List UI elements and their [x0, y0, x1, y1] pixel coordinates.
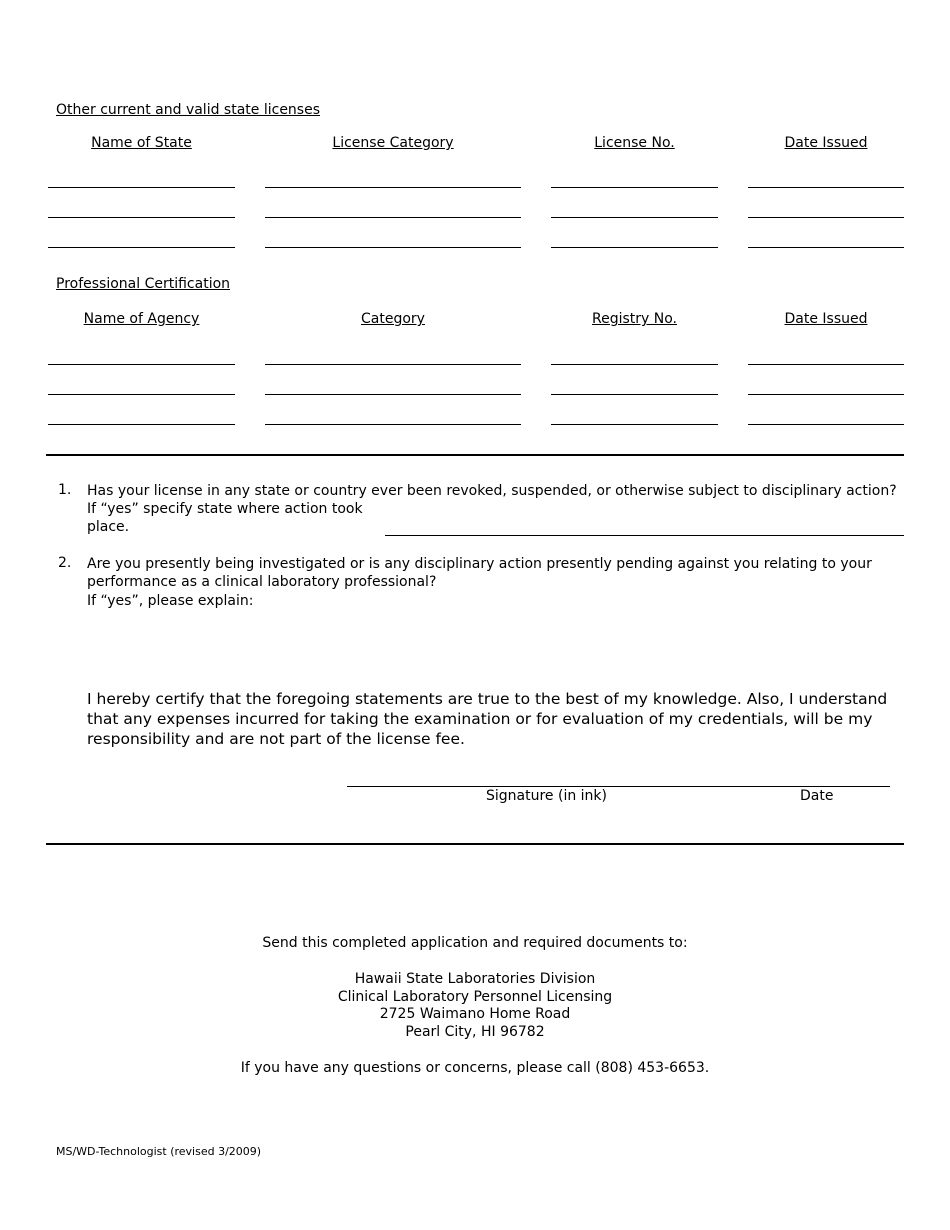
license-number-field[interactable]	[551, 247, 718, 248]
address-line-4: Pearl City, HI 96782	[405, 1024, 545, 1040]
cert-col-category: Category	[361, 311, 425, 327]
address-line-3: 2725 Waimano Home Road	[379, 1006, 571, 1022]
question-1-text: Has your license in any state or country ever been revoked, suspended, or otherwise subject to disciplinary action?	[87, 483, 897, 499]
signature-label: Signature (in ink)	[486, 788, 607, 804]
question-1-answer-field[interactable]	[385, 535, 904, 536]
cert-registry-field[interactable]	[551, 424, 718, 425]
license-category-field[interactable]	[265, 187, 521, 188]
cert-agency-field[interactable]	[48, 394, 235, 395]
signature-date-label: Date	[800, 788, 834, 804]
cert-col-date-issued: Date Issued	[784, 311, 868, 327]
question-2-followup: If “yes”, please explain:	[87, 593, 254, 609]
licenses-col-date-issued: Date Issued	[784, 135, 868, 151]
question-1-followup: If “yes” specify state where action took	[87, 501, 363, 517]
license-number-field[interactable]	[551, 187, 718, 188]
address-line-2: Clinical Laboratory Personnel Licensing	[337, 989, 613, 1005]
licenses-section-title: Other current and valid state licenses	[56, 102, 321, 118]
contact-line: If you have any questions or concerns, please call (808) 453-6653.	[240, 1060, 710, 1076]
question-2-explanation-area[interactable]	[87, 612, 904, 672]
form-id: MS/WD-Technologist (revised 3/2009)	[56, 1145, 262, 1158]
certification-statement: I hereby certify that the foregoing statements are true to the best of my knowledge. Also, I understand that any expenses incurred for taking the examination or for evaluation of my credentials, will be my responsibility and are not part of the license fee.	[87, 690, 888, 748]
license-date-field[interactable]	[748, 217, 904, 218]
cert-category-field[interactable]	[265, 394, 521, 395]
cert-date-field[interactable]	[748, 364, 904, 365]
cert-col-registry-no: Registry No.	[591, 311, 677, 327]
license-state-field[interactable]	[48, 187, 235, 188]
licenses-col-name-of-state: Name of State	[91, 135, 192, 151]
licenses-col-license-category: License Category	[332, 135, 454, 151]
signature-divider	[46, 843, 904, 845]
question-1-followup-cont: place.	[87, 519, 130, 535]
cert-registry-field[interactable]	[551, 364, 718, 365]
certification-section-title: Professional Certification	[56, 276, 231, 292]
signature-line[interactable]	[347, 786, 890, 787]
cert-col-name-of-agency: Name of Agency	[83, 311, 200, 327]
section-divider	[46, 454, 904, 456]
license-category-field[interactable]	[265, 217, 521, 218]
license-category-field[interactable]	[265, 247, 521, 248]
address-line-1: Hawaii State Laboratories Division	[354, 971, 596, 987]
cert-date-field[interactable]	[748, 394, 904, 395]
license-state-field[interactable]	[48, 217, 235, 218]
cert-registry-field[interactable]	[551, 394, 718, 395]
license-state-field[interactable]	[48, 247, 235, 248]
question-2-text: Are you presently being investigated or is any disciplinary action presently pending against you relating to your performance as a clinical laboratory professional?	[87, 556, 872, 590]
question-1-number: 1.	[58, 482, 72, 498]
license-number-field[interactable]	[551, 217, 718, 218]
cert-date-field[interactable]	[748, 424, 904, 425]
licenses-col-license-no: License No.	[594, 135, 675, 151]
license-date-field[interactable]	[748, 247, 904, 248]
cert-category-field[interactable]	[265, 364, 521, 365]
cert-agency-field[interactable]	[48, 364, 235, 365]
mailing-intro: Send this completed application and required documents to:	[262, 935, 688, 951]
question-2-number: 2.	[58, 555, 72, 571]
license-date-field[interactable]	[748, 187, 904, 188]
cert-agency-field[interactable]	[48, 424, 235, 425]
cert-category-field[interactable]	[265, 424, 521, 425]
